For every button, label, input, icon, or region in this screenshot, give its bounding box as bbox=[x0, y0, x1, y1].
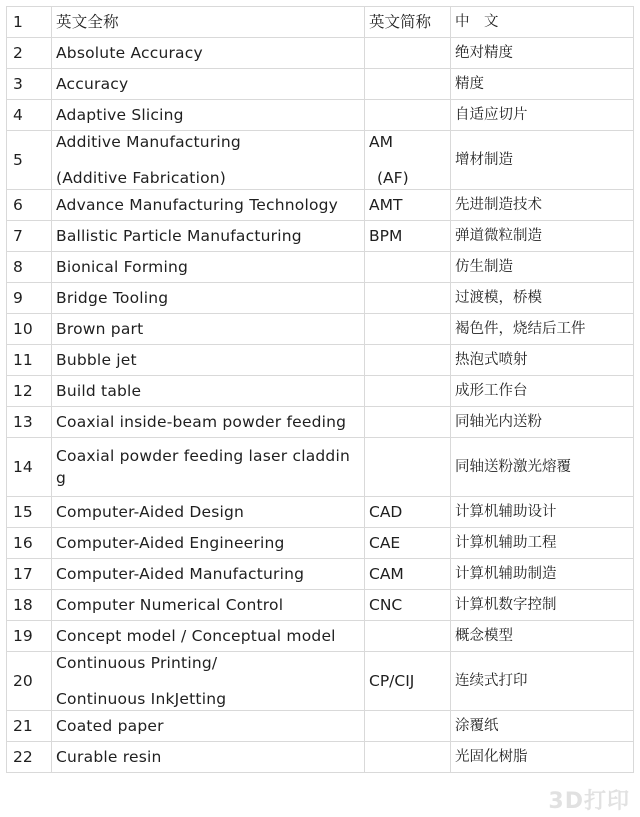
row-number-cell: 15 bbox=[7, 497, 52, 528]
row-number-cell: 1 bbox=[7, 7, 52, 38]
chinese-term-cell: 中 文 bbox=[451, 7, 634, 38]
table-row bbox=[7, 590, 634, 621]
chinese-term-cell: 成形工作台 bbox=[451, 376, 634, 407]
chinese-term-cell: 先进制造技术 bbox=[451, 190, 634, 221]
english-term-cell: Bionical Forming bbox=[52, 252, 365, 283]
row-number-cell: 21 bbox=[7, 711, 52, 742]
abbreviation-cell: CAD bbox=[365, 497, 451, 528]
table-row bbox=[7, 283, 634, 314]
row-number-cell: 12 bbox=[7, 376, 52, 407]
english-term-cell-line2: g bbox=[56, 469, 67, 487]
english-term-cell: Accuracy bbox=[52, 69, 365, 100]
abbreviation-cell: 英文简称 bbox=[365, 7, 451, 38]
row-number-cell: 2 bbox=[7, 38, 52, 69]
abbreviation-cell bbox=[365, 376, 451, 407]
english-term-cell: Brown part bbox=[52, 314, 365, 345]
row-number-cell: 3 bbox=[7, 69, 52, 100]
english-term-cell: Coaxial inside-beam powder feeding bbox=[52, 407, 365, 438]
table-row bbox=[7, 742, 634, 773]
table-row bbox=[7, 38, 634, 69]
english-term-cell: Coated paper bbox=[52, 711, 365, 742]
abbreviation-cell-line1: AM bbox=[369, 133, 393, 151]
chinese-term-cell: 仿生制造 bbox=[451, 252, 634, 283]
abbreviation-cell-line2: (AF) bbox=[377, 169, 409, 187]
english-term-cell: Concept model / Conceptual model bbox=[52, 621, 365, 652]
abbreviation-cell bbox=[365, 314, 451, 345]
chinese-term-cell: 增材制造 bbox=[451, 131, 634, 190]
english-term-cell: Advance Manufacturing Technology bbox=[52, 190, 365, 221]
chinese-term-cell: 计算机数字控制 bbox=[451, 590, 634, 621]
table-row bbox=[7, 438, 634, 497]
row-number-cell: 19 bbox=[7, 621, 52, 652]
row-number-cell: 13 bbox=[7, 407, 52, 438]
abbreviation-cell: CAE bbox=[365, 528, 451, 559]
abbreviation-cell bbox=[365, 69, 451, 100]
abbreviation-cell bbox=[365, 711, 451, 742]
chinese-term-cell: 连续式打印 bbox=[451, 652, 634, 711]
row-number-cell: 5 bbox=[7, 131, 52, 190]
table-row bbox=[7, 252, 634, 283]
english-term-cell bbox=[52, 652, 365, 711]
english-term-cell-line1: Continuous Printing/ bbox=[56, 654, 218, 672]
row-number-cell: 14 bbox=[7, 438, 52, 497]
row-number-cell: 7 bbox=[7, 221, 52, 252]
english-term-cell: Ballistic Particle Manufacturing bbox=[52, 221, 365, 252]
abbreviation-cell bbox=[365, 283, 451, 314]
chinese-term-cell: 精度 bbox=[451, 69, 634, 100]
chinese-term-cell: 过渡模，桥模 bbox=[451, 283, 634, 314]
row-number-cell: 22 bbox=[7, 742, 52, 773]
table-row bbox=[7, 69, 634, 100]
table-row bbox=[7, 314, 634, 345]
english-term-cell: Absolute Accuracy bbox=[52, 38, 365, 69]
english-term-cell: Adaptive Slicing bbox=[52, 100, 365, 131]
table-row bbox=[7, 100, 634, 131]
abbreviation-cell bbox=[365, 438, 451, 497]
row-number-cell: 17 bbox=[7, 559, 52, 590]
glossary-body bbox=[7, 7, 634, 773]
abbreviation-cell bbox=[365, 38, 451, 69]
chinese-term-cell: 同轴光内送粉 bbox=[451, 407, 634, 438]
english-term-cell: Curable resin bbox=[52, 742, 365, 773]
glossary-table bbox=[6, 6, 634, 773]
english-term-cell: Bubble jet bbox=[52, 345, 365, 376]
table-row bbox=[7, 190, 634, 221]
english-term-cell-line1: Additive Manufacturing bbox=[56, 133, 241, 151]
row-number-cell: 4 bbox=[7, 100, 52, 131]
chinese-term-cell: 光固化树脂 bbox=[451, 742, 634, 773]
abbreviation-cell: CAM bbox=[365, 559, 451, 590]
table-row bbox=[7, 221, 634, 252]
abbreviation-cell bbox=[365, 252, 451, 283]
table-row bbox=[7, 528, 634, 559]
table-row bbox=[7, 621, 634, 652]
english-term-cell bbox=[52, 131, 365, 190]
chinese-term-cell: 弹道微粒制造 bbox=[451, 221, 634, 252]
abbreviation-cell bbox=[365, 345, 451, 376]
row-number-cell: 20 bbox=[7, 652, 52, 711]
abbreviation-cell bbox=[365, 621, 451, 652]
table-row bbox=[7, 497, 634, 528]
chinese-term-cell: 涂覆纸 bbox=[451, 711, 634, 742]
abbreviation-cell bbox=[365, 131, 451, 190]
abbreviation-cell: AMT bbox=[365, 190, 451, 221]
chinese-term-cell: 概念模型 bbox=[451, 621, 634, 652]
table-row bbox=[7, 559, 634, 590]
english-term-cell: Computer-Aided Design bbox=[52, 497, 365, 528]
abbreviation-cell bbox=[365, 742, 451, 773]
english-term-cell: 英文全称 bbox=[52, 7, 365, 38]
english-term-cell bbox=[52, 438, 365, 497]
abbreviation-cell: CNC bbox=[365, 590, 451, 621]
row-number-cell: 8 bbox=[7, 252, 52, 283]
chinese-term-cell: 自适应切片 bbox=[451, 100, 634, 131]
table-row bbox=[7, 711, 634, 742]
row-number-cell: 10 bbox=[7, 314, 52, 345]
english-term-cell: Build table bbox=[52, 376, 365, 407]
row-number-cell: 11 bbox=[7, 345, 52, 376]
chinese-term-cell: 计算机辅助设计 bbox=[451, 497, 634, 528]
abbreviation-cell: CP/CIJ bbox=[365, 652, 451, 711]
english-term-cell: Bridge Tooling bbox=[52, 283, 365, 314]
abbreviation-cell bbox=[365, 407, 451, 438]
chinese-term-cell: 热泡式喷射 bbox=[451, 345, 634, 376]
row-number-cell: 6 bbox=[7, 190, 52, 221]
table-row bbox=[7, 652, 634, 711]
row-number-cell: 16 bbox=[7, 528, 52, 559]
english-term-cell: Computer Numerical Control bbox=[52, 590, 365, 621]
row-number-cell: 18 bbox=[7, 590, 52, 621]
table-row bbox=[7, 131, 634, 190]
chinese-term-cell: 同轴送粉激光熔覆 bbox=[451, 438, 634, 497]
table-row bbox=[7, 376, 634, 407]
chinese-term-cell: 绝对精度 bbox=[451, 38, 634, 69]
english-term-cell: Computer-Aided Manufacturing bbox=[52, 559, 365, 590]
english-term-cell-line2: (Additive Fabrication) bbox=[56, 169, 227, 187]
header-row bbox=[7, 7, 634, 38]
chinese-term-cell: 褐色件，烧结后工件 bbox=[451, 314, 634, 345]
english-term-cell-line2: Continuous InkJetting bbox=[56, 690, 227, 708]
table-row bbox=[7, 345, 634, 376]
chinese-term-cell: 计算机辅助工程 bbox=[451, 528, 634, 559]
english-term-cell-line1: Coaxial powder feeding laser claddin bbox=[56, 447, 351, 465]
abbreviation-cell: BPM bbox=[365, 221, 451, 252]
abbreviation-cell bbox=[365, 100, 451, 131]
english-term-cell: Computer-Aided Engineering bbox=[52, 528, 365, 559]
chinese-term-cell: 计算机辅助制造 bbox=[451, 559, 634, 590]
row-number-cell: 9 bbox=[7, 283, 52, 314]
table-row bbox=[7, 407, 634, 438]
watermark: 3D打印 bbox=[548, 789, 630, 814]
